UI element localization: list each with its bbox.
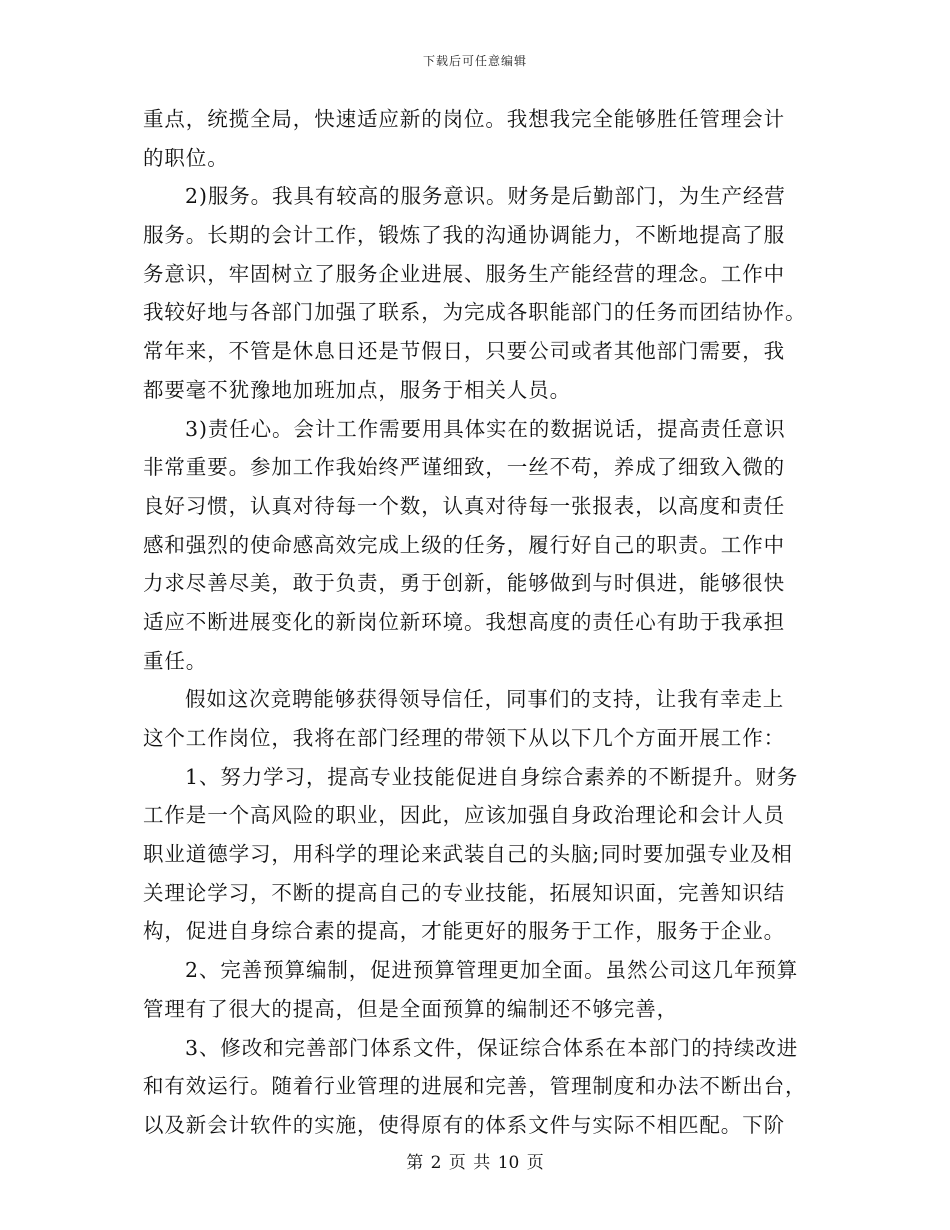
- text-line: 重任。: [143, 648, 208, 673]
- paragraph-start-line: 2)服务。我具有较高的服务意识。财务是后勤部门，为生产经营: [185, 184, 786, 209]
- text-line: 这个工作岗位，我将在部门经理的带领下从以下几个方面开展工作：: [143, 726, 785, 750]
- text-line: 服务。长期的会计工作，锻炼了我的沟通协调能力，不断地提高了服: [143, 223, 785, 248]
- paragraph-start-line: 3)责任心。会计工作需要用具体实在的数据说话，提高责任意识: [185, 416, 786, 441]
- text-line: 常年来，不管是休息日还是节假日，只要公司或者其他部门需要，我: [143, 339, 785, 364]
- paragraph-start-line: 2、完善预算编制，促进预算管理更加全面。虽然公司这几年预算: [185, 958, 799, 983]
- text-line: 职业道德学习，用科学的理论来武装自己的头脑;同时要加强专业及相: [143, 842, 793, 867]
- text-line: 重点，统揽全局，快速适应新的岗位。我想我完全能够胜任管理会计: [143, 107, 785, 131]
- text-line: 感和强烈的使命感高效完成上级的任务，履行好自己的职责。工作中: [143, 532, 785, 557]
- text-line: 以及新会计软件的实施，使得原有的体系文件与实际不相匹配。下阶: [143, 1112, 785, 1137]
- text-line: 构，促进自身综合素的提高，才能更好的服务于工作，服务于企业。: [143, 919, 785, 944]
- paragraph-start-line: 3、修改和完善部门体系文件，保证综合体系在本部门的持续改进: [185, 1035, 799, 1060]
- paragraph-start-line: 1、努力学习，提高专业技能促进自身综合素养的不断提升。财务: [185, 764, 799, 789]
- text-line: 适应不断进展变化的新岗位新环境。我想高度的责任心有助于我承担: [143, 609, 785, 634]
- text-line: 良好习惯，认真对待每一个数，认真对待每一张报表，以高度和责任: [143, 493, 785, 518]
- document-body: [143, 100, 807, 1145]
- text-line: 关理论学习，不断的提高自己的专业技能，拓展知识面，完善知识结: [143, 880, 785, 905]
- text-line: 和有效运行。随着行业管理的进展和完善，管理制度和办法不断出台，: [143, 1074, 807, 1099]
- text-line: 务意识，牢固树立了服务企业进展、服务生产能经营的理念。工作中: [143, 261, 785, 286]
- page-header: 下载后可任意编辑: [422, 54, 527, 68]
- page-footer: 第 2 页 共 10 页: [406, 1153, 544, 1173]
- text-line: 工作是一个高风险的职业，因此，应该加强自身政治理论和会计人员: [143, 803, 785, 828]
- text-line: 都要毫不犹豫地加班加点，服务于相关人员。: [143, 377, 571, 402]
- text-line: 我较好地与各部门加强了联系，为完成各职能部门的任务而团结协作。: [143, 300, 807, 325]
- text-line: 的职位。: [143, 145, 229, 170]
- paragraph-start-line: 假如这次竞聘能够获得领导信任，同事们的支持，让我有幸走上: [185, 687, 785, 712]
- text-line: 力求尽善尽美，敢于负责，勇于创新，能够做到与时俱进，能够很快: [143, 571, 785, 596]
- text-line: 管理有了很大的提高，但是全面预算的编制还不够完善，: [143, 996, 678, 1021]
- text-line: 非常重要。参加工作我始终严谨细致，一丝不苟，养成了细致入微的: [143, 455, 785, 480]
